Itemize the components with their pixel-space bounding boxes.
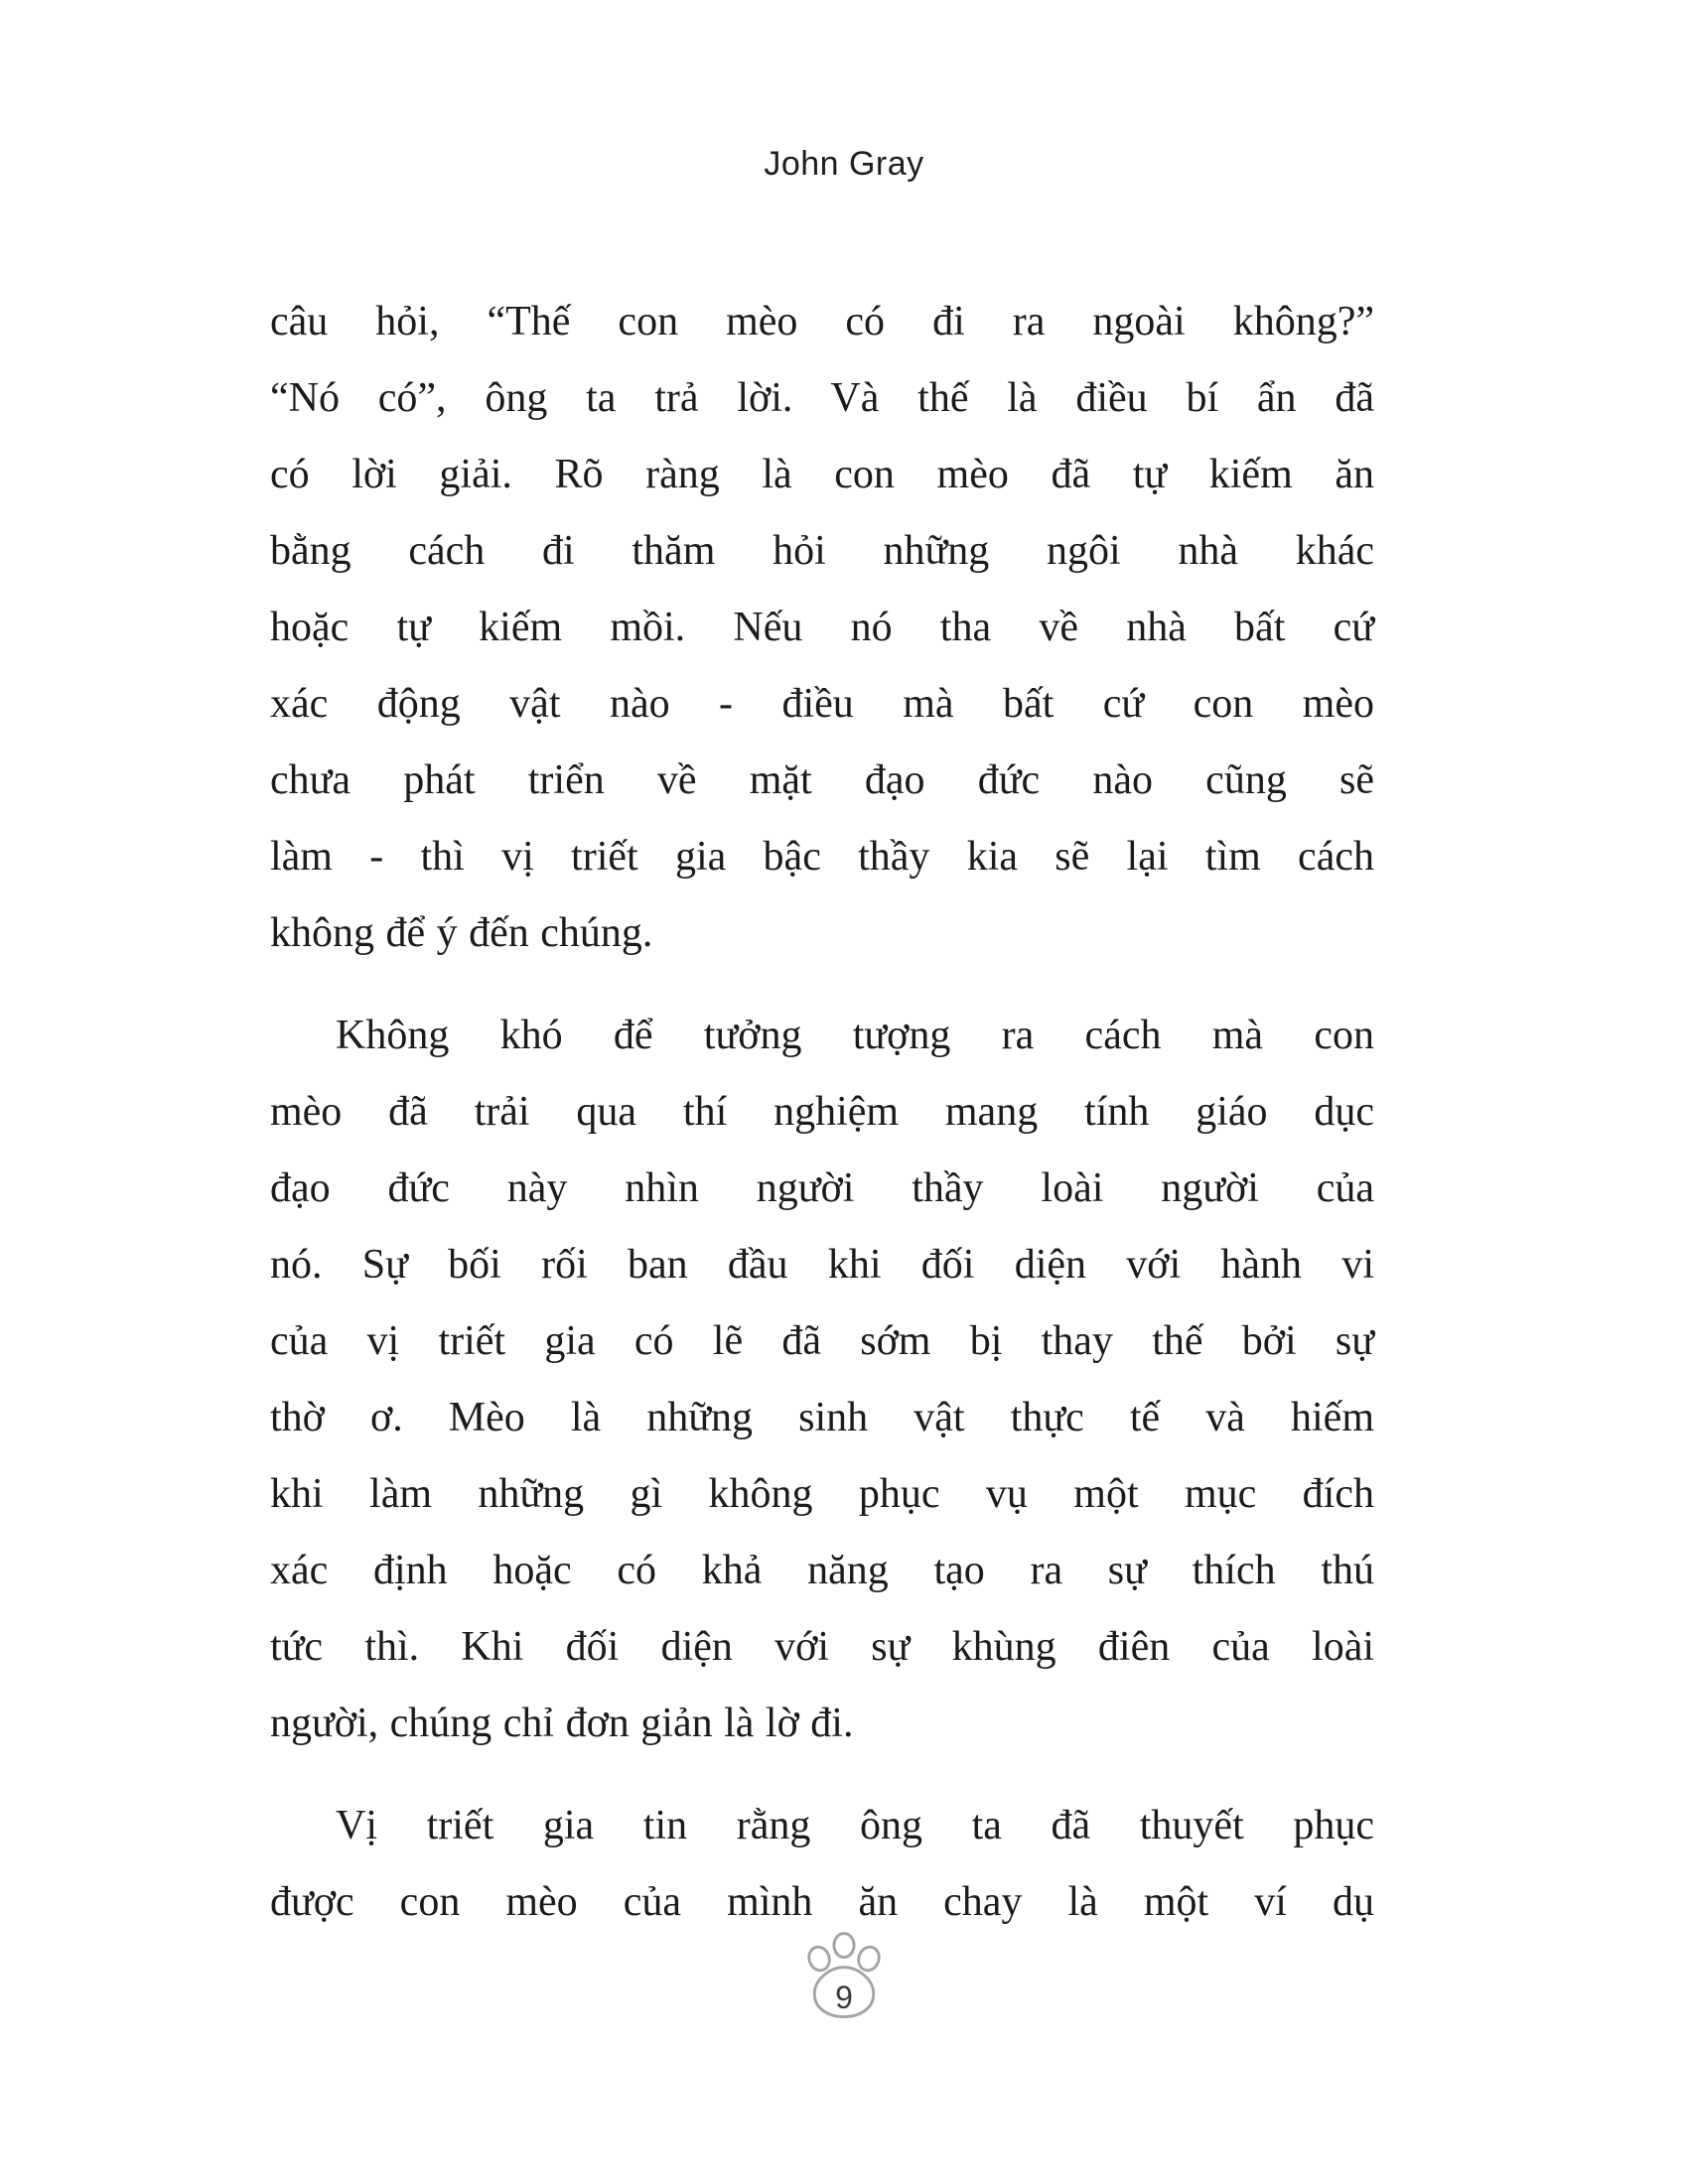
text-line: chưa phát triển về mặt đạo đức nào cũng sẽ (270, 757, 1374, 803)
text-line: được con mèo của mình ăn chay là một ví dụ (270, 1879, 1374, 1925)
page-number: 9 (835, 1979, 853, 2015)
page-body (270, 284, 1374, 1941)
text-line: xác động vật nào - điều mà bất cứ con mèo (270, 681, 1374, 727)
text-line: khi làm những gì không phục vụ một mục đích (270, 1471, 1374, 1517)
running-head-title: John Gray (764, 145, 924, 183)
text-line: mèo đã trải qua thí nghiệm mang tính giáo dục (270, 1089, 1374, 1135)
text-line: có lời giải. Rõ ràng là con mèo đã tự kiếm ăn (270, 452, 1374, 497)
text-line: đạo đức này nhìn người thầy loài người của (270, 1165, 1374, 1211)
text-line: hoặc tự kiếm mồi. Nếu nó tha về nhà bất cứ (270, 605, 1374, 650)
text-line: bằng cách đi thăm hỏi những ngôi nhà khác (270, 528, 1374, 574)
text-line: người, chúng chỉ đơn giản là lờ đi. (270, 1701, 854, 1746)
text-line: của vị triết gia có lẽ đã sớm bị thay thế bởi sự (270, 1318, 1374, 1364)
page-header (0, 145, 1688, 184)
paragraph (270, 1788, 1374, 1941)
text-line: nó. Sự bối rối ban đầu khi đối diện với hành vi (270, 1242, 1374, 1288)
text-line: câu hỏi, “Thế con mèo có đi ra ngoài không?” (270, 299, 1374, 344)
page-footer (0, 1928, 1688, 2037)
text-line: thờ ơ. Mèo là những sinh vật thực tế và hiếm (270, 1395, 1374, 1440)
paw-icon (796, 1928, 892, 2037)
text-line: “Nó có”, ông ta trả lời. Và thế là điều bí ẩn đã (270, 375, 1374, 421)
text-line: Không khó để tưởng tượng ra cách mà con (336, 1013, 1374, 1058)
text-line: tức thì. Khi đối diện với sự khùng điên của loài (270, 1624, 1374, 1670)
text-line: xác định hoặc có khả năng tạo ra sự thích thú (270, 1548, 1374, 1593)
paragraph (270, 998, 1374, 1762)
text-line: không để ý đến chúng. (270, 910, 653, 956)
text-line: Vị triết gia tin rằng ông ta đã thuyết phục (336, 1803, 1374, 1848)
text-line: làm - thì vị triết gia bậc thầy kia sẽ lại tìm cách (270, 834, 1374, 880)
body-paragraphs (270, 284, 1374, 1941)
paragraph (270, 284, 1374, 972)
